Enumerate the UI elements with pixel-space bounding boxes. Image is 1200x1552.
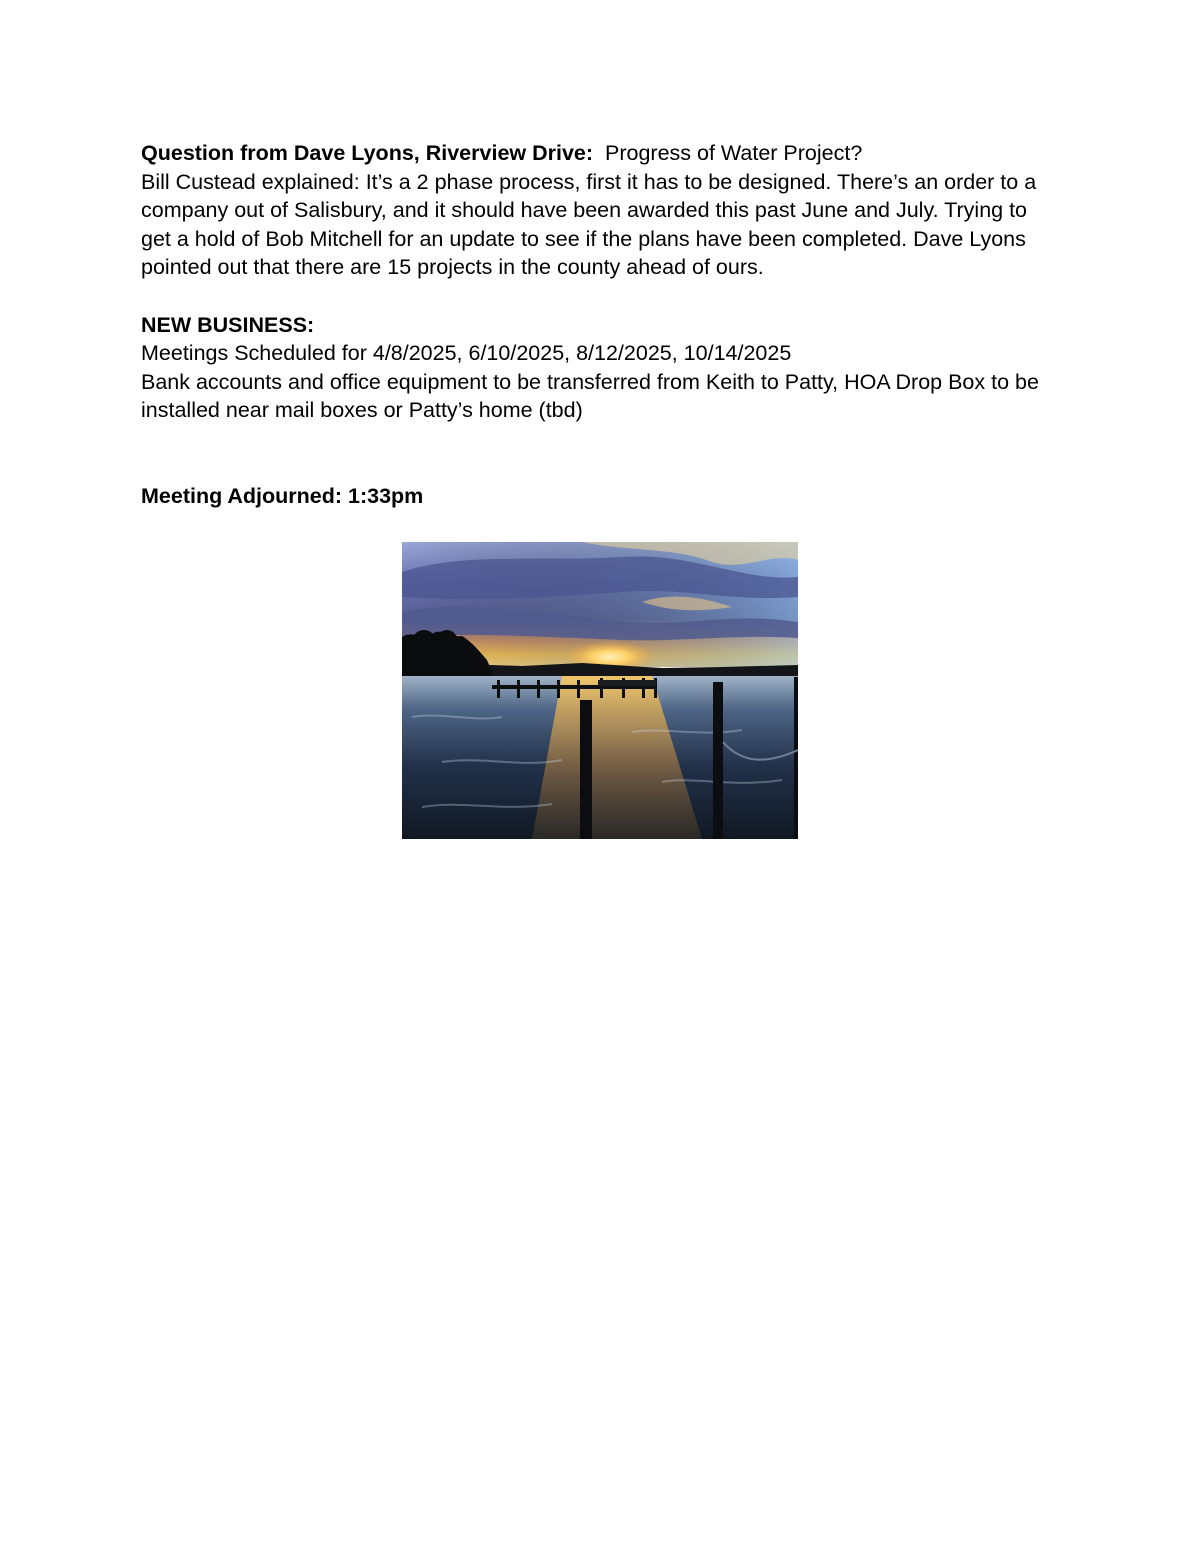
sunset-photo (402, 542, 798, 839)
sunset-dock-image (402, 542, 798, 839)
spacer (141, 282, 1061, 311)
document-page (141, 139, 1061, 511)
question-text: Progress of Water Project? (605, 141, 863, 165)
meetings-scheduled: Meetings Scheduled for 4/8/2025, 6/10/2025, 8/12/2025, 10/14/2025 (141, 341, 792, 366)
meeting-adjourned: Meeting Adjourned: 1:33pm (141, 483, 424, 508)
question-answer: Bill Custead explained: It’s a 2 phase process, first it has to be designed. There’s an order to a company out of Salisbury, and it should have been awarded this past June and July. Trying to get a hold of Bob Mitchell for an update to see if the plans have been completed. Dave Lyons pointed out that there are 15 projects in the county ahead of ours. (141, 169, 1037, 280)
transfer-note: Bank accounts and office equipment to be transferred from Keith to Patty, HOA Drop Box to be installed near mail boxes or Patty’s home (tbd) (141, 369, 1039, 423)
spacer (141, 425, 1061, 482)
question-heading: Question from Dave Lyons, Riverview Drive: (141, 141, 594, 165)
question-paragraph (141, 139, 1061, 168)
new-business-heading: NEW BUSINESS: (141, 312, 315, 337)
